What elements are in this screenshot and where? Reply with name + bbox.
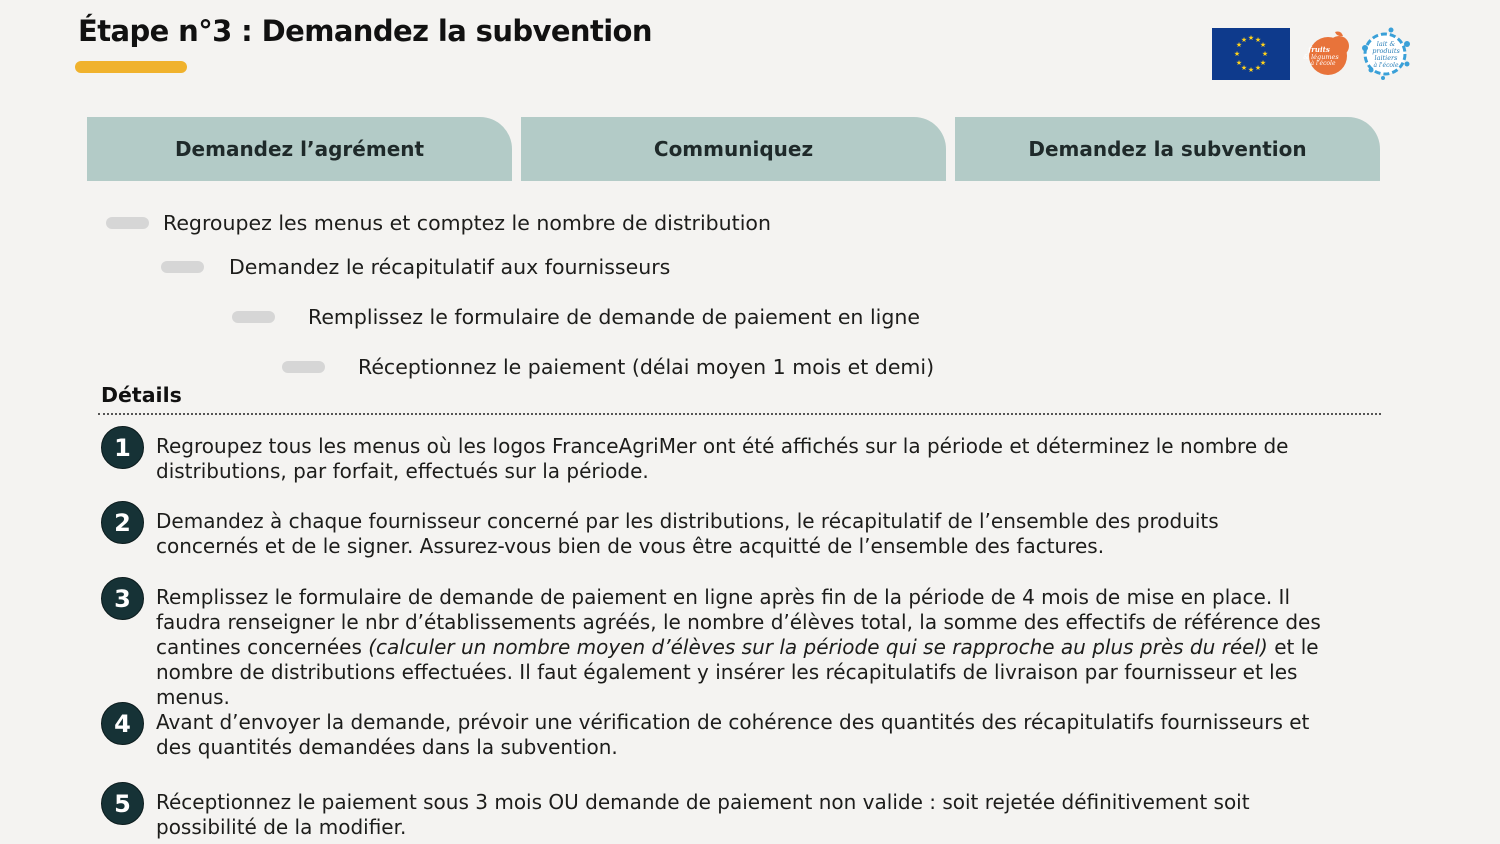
eu-flag-icon [1212,28,1290,80]
fruits-legumes-logo-icon [1303,32,1349,76]
detail-item-4 [101,710,1351,760]
lait-logo-line-4: à l'école [1373,62,1399,69]
detail-text: Regroupez tous les menus où les logos FranceAgriMer ont été affichés sur la période et déterminez le nombre de distributions, par forfait, effectués sur la période. [156,434,1289,483]
tab-label: Demandez l’agrément [174,137,425,161]
number-badge: 2 [101,501,144,544]
title-underline [75,61,187,73]
svg-text:★: ★ [1247,66,1255,74]
detail-text-part: et le nombre de distributions effectuées. Il faut également y insérer les récapitulatifs de livraison par fournisseur et les menus. [156,635,1319,709]
detail-text [156,585,1351,710]
tab-demandez-subvention[interactable] [955,117,1380,181]
tab-label: Demandez la subvention [1028,137,1307,161]
detail-text: Réceptionnez le paiement sous 3 mois OU demande de paiement non valide : soit rejetée définitivement soit possibilité de la modifier. [156,790,1250,839]
number-badge: 5 [101,782,144,825]
detail-item-5 [101,790,1351,840]
svg-text:★: ★ [1240,64,1248,72]
details-divider [98,413,1381,415]
detail-item-2 [101,509,1351,559]
svg-text:★: ★ [1247,34,1255,42]
step-label: Demandez le récapitulatif aux fournisseurs [229,255,671,279]
step-label: Réceptionnez le paiement (délai moyen 1 mois et demi) [358,355,935,379]
step-pill-icon [161,261,204,273]
step-3 [232,305,920,329]
step-label: Regroupez les menus et comptez le nombre de distribution [163,211,771,235]
step-4 [282,355,934,379]
lait-produits-laitiers-logo-icon [1362,28,1410,81]
lait-logo-line-2: produits [1372,47,1400,55]
svg-text:★: ★ [1233,50,1241,58]
tab-label: Communiquez [653,137,814,161]
step-label: Remplissez le formulaire de demande de paiement en ligne [308,305,920,329]
step-pill-icon [106,217,149,229]
detail-text: Avant d’envoyer la demande, prévoir une vérification de cohérence des quantités des récapitulatifs fournisseurs et des quantités demandées dans la subvention. [156,710,1310,759]
detail-item-1 [101,434,1351,484]
svg-text:★: ★ [1261,50,1269,58]
svg-text:★: ★ [1254,64,1262,72]
step-pill-icon [232,311,275,323]
lait-logo-line-1: lait & [1376,40,1396,48]
detail-text-italic: (calculer un nombre moyen d’élèves sur la période qui se rapproche au plus près du réel) [368,635,1268,659]
details-title: Détails [101,383,182,407]
tab-demandez-agrement[interactable] [87,117,512,181]
svg-text:★: ★ [1235,41,1243,49]
fruits-logo-line-1: fruits [1308,45,1330,54]
detail-item-3 [101,585,1351,710]
svg-text:★: ★ [1254,36,1262,44]
svg-text:★: ★ [1259,41,1267,49]
partner-logos [1211,24,1421,84]
svg-text:★: ★ [1240,36,1248,44]
logos [1211,24,1421,84]
number-badge: 4 [101,702,144,745]
page-title: Étape n°3 : Demandez la subvention [78,14,652,48]
lait-logo-line-3: laitiers [1374,54,1398,62]
number-badge: 3 [101,577,144,620]
step-2 [161,255,670,279]
detail-text-part: Remplissez le formulaire de demande de paiement en ligne après fin de la période de 4 mois de mise en place. Il faudra renseigner le nbr d’établissements agréés, le nombre d’élèves total, la somme des effectifs de référence des cantines concernées [156,585,1321,659]
fruits-logo-line-2: & légumes [1303,53,1339,61]
step-1 [106,211,771,235]
number-badge: 1 [101,426,144,469]
fruits-logo-line-3: à l'école [1310,60,1336,67]
tab-communiquez[interactable] [521,117,946,181]
detail-text: Demandez à chaque fournisseur concerné par les distributions, le récapitulatif de l’ensemble des produits concernés et de le signer. Assurez-vous bien de vous être acquitté de l’ensemble des factures. [156,509,1219,558]
step-pill-icon [282,361,325,373]
svg-text:★: ★ [1259,59,1267,67]
svg-text:★: ★ [1235,59,1243,67]
